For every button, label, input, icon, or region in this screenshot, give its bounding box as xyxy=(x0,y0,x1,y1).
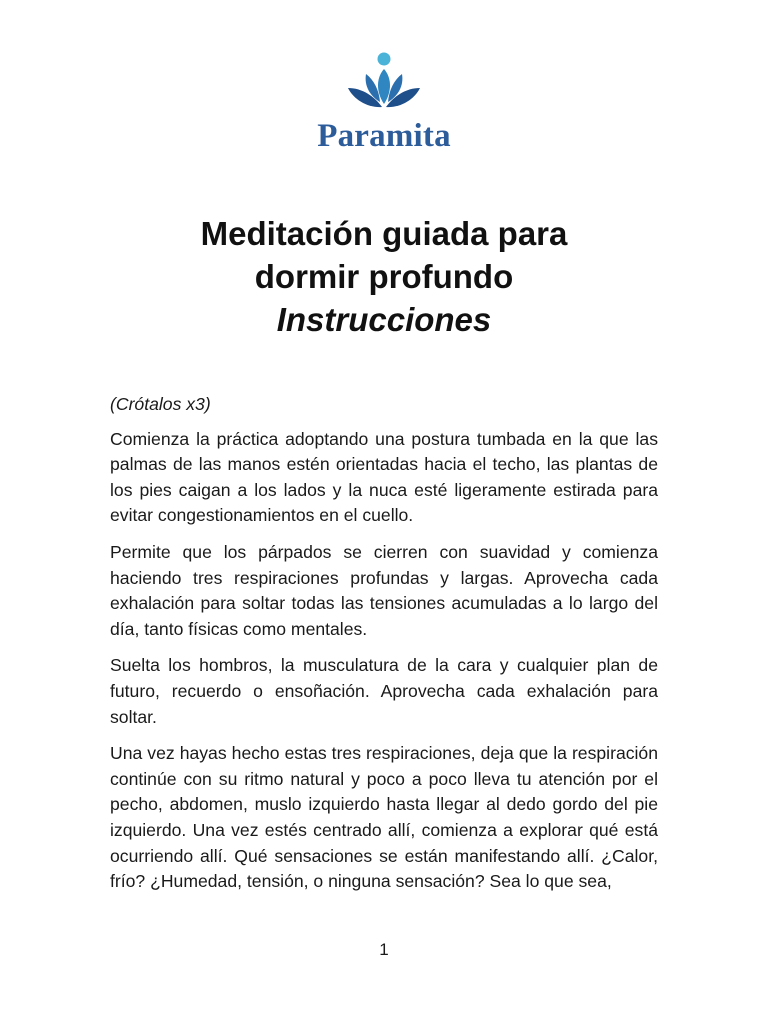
page-number: 1 xyxy=(379,940,389,959)
paragraph-3: Suelta los hombros, la musculatura de la cara y cualquier plan de futuro, recuerdo o ensoñación. Aprovecha cada exhalación para soltar. xyxy=(110,655,658,727)
title-subtitle: Instrucciones xyxy=(276,301,492,338)
lotus-icon xyxy=(344,52,424,114)
title-line-2: dormir profundo xyxy=(254,258,514,295)
logo xyxy=(0,52,768,155)
document-title xyxy=(0,212,768,341)
document-body xyxy=(110,392,658,906)
paragraph-1: Comienza la práctica adoptando una postura tumbada en la que las palmas de las manos estén orientadas hacia el techo, las plantas de los pies caigan a los lados y la nuca esté ligeramente estirada para evitar congestionamientos en el cuello. xyxy=(110,428,658,526)
brand-name: Paramita xyxy=(317,118,451,154)
paragraph-4: Una vez hayas hecho estas tres respiraciones, deja que la respiración continúe con su ritmo natural y poco a poco lleva tu atención por el pecho, abdomen, muslo izquierdo hasta llegar al dedo gordo del pie izquierdo. Una vez estés centrado allí, comienza a explorar qué está ocurriendo allí. Qué sensaciones se están manifestando allí. ¿Calor, frío? ¿Humedad, tensión, o ninguna sensación? Sea lo que sea, xyxy=(110,743,658,892)
paragraph-2: Permite que los párpados se cierren con suavidad y comienza haciendo tres respiraciones profundas y largas. Aprovecha cada exhalación para soltar todas las tensiones acumuladas a lo largo del día, tanto físicas como mentales. xyxy=(110,541,658,639)
cue-note: (Crótalos x3) xyxy=(110,394,211,414)
title-line-1: Meditación guiada para xyxy=(200,215,568,252)
